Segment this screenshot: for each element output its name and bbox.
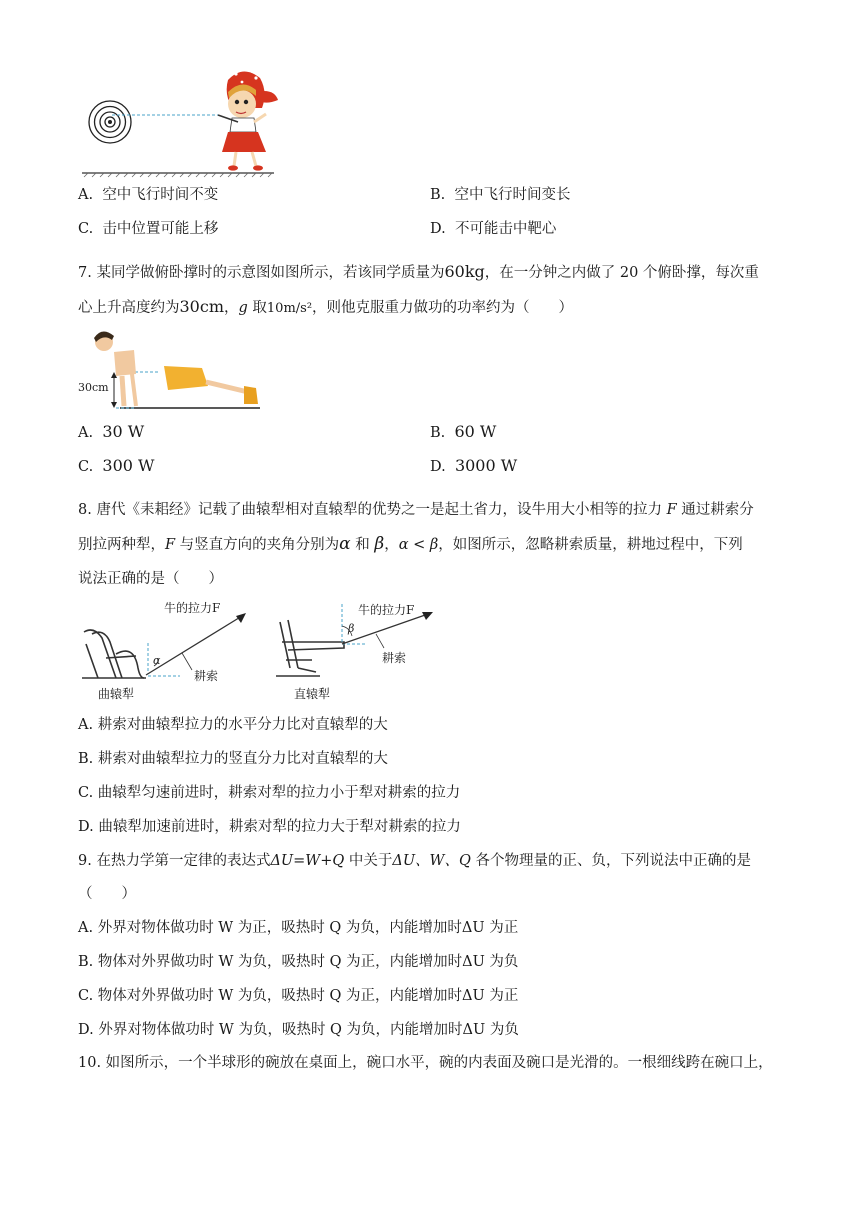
q7-option-a: A. 30 W xyxy=(78,422,145,441)
q9-option-c: C. 物体对外界做功时 W 为负，吸热时 Q 为正，内能增加时ΔU 为正 xyxy=(78,988,519,1004)
q6-option-d: D. 不可能击中靶心 xyxy=(430,221,557,237)
q8-stem-line2: 别拉两种犁，F 与竖直方向的夹角分别为α 和 β，α < β，如图所示，忽略耕索质量，耕地过程中，下列 xyxy=(78,534,743,554)
q8-left-name: 曲辕犁 xyxy=(98,687,135,701)
q6-option-b: B. 空中飞行时间变长 xyxy=(430,187,571,203)
q8-option-c: C. 曲辕犁匀速前进时，耕索对犁的拉力小于犁对耕索的拉力 xyxy=(78,785,461,801)
q8-left-force-label: 牛的拉力F xyxy=(164,601,221,615)
q8-right-angle: β xyxy=(348,622,355,635)
q8-right-rope-label: 耕索 xyxy=(382,651,407,665)
q8-right-force-label: 牛的拉力F xyxy=(358,603,415,617)
q7-option-b: B. 60 W xyxy=(430,422,497,441)
q9-option-b: B. 物体对外界做功时 W 为负，吸热时 Q 为正，内能增加时ΔU 为负 xyxy=(78,954,519,970)
q7-stem-line1: 7. 某同学做俯卧撑时的示意图如图所示，若该同学质量为60kg，在一分钟之内做了 20 个俯卧撑，每次重 xyxy=(78,262,759,281)
q8-option-d: D. 曲辕犁加速前进时，耕索对犁的拉力大于犁对耕索的拉力 xyxy=(78,819,461,835)
q6-option-c: C. 击中位置可能上移 xyxy=(78,221,219,237)
pushup-person-icon xyxy=(94,331,258,406)
q7-option-d: D. 3000 W xyxy=(430,456,518,475)
q8-figure xyxy=(76,598,456,706)
q9-stem-line1: 9. 在热力学第一定律的表达式ΔU=W+Q 中关于ΔU、W、Q 各个物理量的正、负，下列说法中正确的是 xyxy=(78,853,751,869)
q7-option-c: C. 300 W xyxy=(78,456,155,475)
q10-stem-line1: 10. 如图所示，一个半球形的碗放在桌面上，碗口水平，碗的内表面及碗口是光滑的。一根细线跨在碗口上， xyxy=(78,1055,773,1071)
q6-option-a: A. 空中飞行时间不变 xyxy=(78,187,219,203)
curved-plow-icon xyxy=(82,630,146,678)
q7-figure xyxy=(76,324,264,414)
q8-option-a: A. 耕索对曲辕犁拉力的水平分力比对直辕犁的大 xyxy=(78,717,388,733)
q8-stem-line1: 8. 唐代《耒耜经》记载了曲辕犁相对直辕犁的优势之一是起土省力，设牛用大小相等的拉力 F 通过耕索分 xyxy=(78,502,754,518)
q8-right-name: 直辕犁 xyxy=(294,687,331,701)
q7-stem-line2: 心上升高度约为30cm，g 取10m/s²，则他克服重力做功的功率约为（ ） xyxy=(78,297,574,316)
q9-option-d: D. 外界对物体做功时 W 为负，吸热时 Q 为负，内能增加时ΔU 为负 xyxy=(78,1022,519,1038)
q8-left-rope-label: 耕索 xyxy=(194,669,219,683)
q9-option-a: A. 外界对物体做功时 W 为正，吸热时 Q 为负，内能增加时ΔU 为正 xyxy=(78,920,519,936)
q8-left-angle: α xyxy=(153,654,161,667)
straight-plow-icon xyxy=(276,620,344,676)
q8-option-b: B. 耕索对曲辕犁拉力的竖直分力比对直辕犁的大 xyxy=(78,751,388,767)
q8-stem-line3: 说法正确的是（ ） xyxy=(78,571,223,587)
q6-figure xyxy=(78,62,278,180)
girl-icon xyxy=(218,68,278,170)
q9-stem-line2: （ ） xyxy=(78,886,136,902)
q7-figure-label: 30cm xyxy=(78,381,109,394)
